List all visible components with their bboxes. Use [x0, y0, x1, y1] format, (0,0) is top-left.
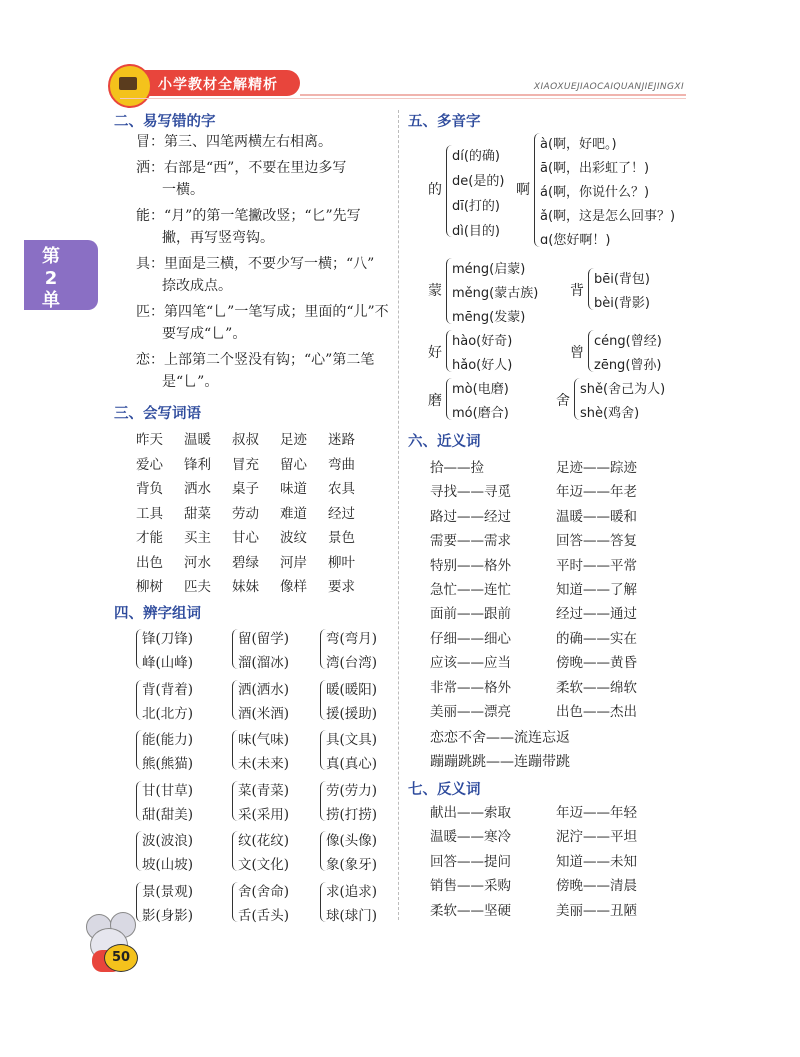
pinyin-item: měng(蒙古族): [452, 286, 539, 301]
miswritten-notes: [136, 131, 389, 393]
word-item: 留心: [280, 456, 307, 473]
word-item: 像样: [280, 579, 307, 595]
word-item: 迷路: [328, 432, 355, 448]
word-item: 桌子: [232, 481, 259, 497]
word-item: 河岸: [280, 554, 307, 571]
antonym-pair: 柔软——坚硬: [430, 902, 511, 919]
note-line: 要写成“乚”。: [162, 326, 247, 342]
pinyin-item: à(啊，好吧。): [540, 137, 617, 152]
distinguish-item: 真(真心): [326, 756, 378, 772]
synonym-pair: 经过——通过: [556, 606, 637, 623]
word-item: 经过: [328, 505, 355, 522]
note-line: 是“乚”。: [162, 374, 219, 390]
synonym-pair: 出色——杰出: [556, 704, 637, 720]
distinguish-item: 熊(熊猫): [142, 756, 194, 772]
header-title: 小学教材全解精析: [158, 77, 278, 93]
word-item: 甘心: [232, 530, 259, 546]
word-item: 冒充: [232, 456, 259, 473]
distinguish-item: 纹(花纹): [238, 833, 290, 849]
pinyin-item: céng(曾经): [594, 334, 662, 349]
synonym-pair: 路过——经过: [430, 508, 511, 525]
polyphonic-char-mo: 磨: [428, 393, 442, 409]
distinguish-item: 波(波浪): [142, 833, 194, 849]
distinguish-item: 锋(刀锋): [142, 631, 194, 647]
word-item: 弯曲: [328, 456, 355, 473]
synonym-pair: 足迹——踪迹: [556, 460, 637, 476]
pinyin-item: méng(启蒙): [452, 262, 526, 277]
distinguish-item: 文(文化): [238, 857, 290, 873]
polyphonic-char-zeng: 曾: [570, 345, 584, 361]
synonym-pair: 拾——捡: [430, 460, 484, 476]
antonym-pair: 回答——提问: [430, 853, 511, 870]
polyphonic-char-hao: 好: [428, 345, 442, 361]
word-item: 难道: [280, 505, 307, 522]
pinyin-item: mò(电磨): [452, 382, 509, 397]
distinguish-item: 捞(打捞): [326, 806, 378, 823]
synonym-long: 蹦蹦跳跳——连蹦带跳: [430, 754, 570, 770]
synonym-pair: 的确——实在: [556, 630, 637, 647]
distinguish-item: 溜(溜冰): [238, 655, 290, 671]
pinyin-item: ǎ(啊，这是怎么回事？): [540, 209, 676, 224]
synonym-pair: 温暖——暖和: [556, 508, 637, 525]
word-item: 洒水: [184, 481, 211, 497]
word-item: 柳树: [136, 579, 163, 595]
pinyin-item: mó(磨合): [452, 406, 509, 421]
synonym-pair: 傍晚——黄昏: [556, 655, 637, 672]
synonym-pair: 平时——平常: [556, 557, 637, 574]
synonym-pair: 柔软——绵软: [556, 679, 637, 696]
pinyin-item: dì(目的): [452, 224, 501, 239]
page-number: 50: [104, 944, 138, 972]
book-icon: [119, 77, 137, 90]
distinguish-item: 甜(甜美): [142, 806, 194, 823]
word-item: 农具: [328, 481, 355, 497]
note-line: 一横。: [162, 182, 204, 198]
header-rule: [300, 94, 686, 96]
synonym-pair: 应该——应当: [430, 655, 511, 672]
distinguish-item: 舌(舌头): [238, 907, 290, 924]
distinguish-item: 酒(米酒): [238, 705, 290, 722]
synonym-pair: 特别——格外: [430, 557, 511, 574]
synonym-pair: 急忙——连忙: [430, 582, 511, 598]
synonym-pair: 需要——需求: [430, 533, 511, 550]
distinguish-item: 菜(青菜): [238, 782, 290, 799]
polyphonic-char-she: 舍: [556, 393, 570, 409]
note-line: 冒：第三、四笔两横左右相离。: [136, 134, 332, 150]
word-item: 景色: [328, 530, 355, 546]
polyphonic-char-a: 啊: [516, 182, 530, 198]
pinyin-item: zēng(曾孙): [594, 358, 662, 373]
word-item: 足迹: [280, 432, 307, 448]
word-item: 柳叶: [328, 554, 355, 571]
pinyin-item: á(啊，你说什么？): [540, 185, 650, 200]
pinyin-item: hǎo(好人): [452, 358, 513, 373]
word-item: 波纹: [280, 530, 307, 546]
distinguish-item: 洒(洒水): [238, 681, 290, 698]
synonym-pair: 非常——格外: [430, 679, 511, 696]
synonym-pair: 美丽——漂亮: [430, 704, 511, 720]
note-line: 匹：第四笔“乚”一笔写成；里面的“儿”不: [136, 304, 389, 320]
pinyin-item: mēng(发蒙): [452, 310, 526, 325]
section-title-distinguish-characters: 四、辨字组词: [114, 606, 201, 622]
word-item: 出色: [136, 554, 163, 571]
synonym-long: 恋恋不舍——流连忘返: [430, 730, 570, 746]
distinguish-item: 暖(暖阳): [326, 681, 378, 698]
synonym-pair: 面前——跟前: [430, 606, 511, 623]
distinguish-item: 景(景观): [142, 883, 194, 900]
distinguish-item: 峰(山峰): [142, 655, 194, 671]
antonym-pair: 知道——未知: [556, 853, 637, 870]
pinyin-item: shè(鸡舍): [580, 406, 640, 421]
pinyin-item: ā(啊，出彩虹了！): [540, 161, 650, 176]
distinguish-item: 影(身影): [142, 907, 194, 924]
word-item: 买主: [184, 530, 211, 546]
unit-tab-label: 第2单元: [42, 246, 60, 333]
distinguish-item: 北(北方): [142, 705, 194, 722]
header-rule-thin: [120, 98, 686, 99]
distinguish-item: 未(未来): [238, 756, 290, 772]
distinguish-item: 留(留学): [238, 631, 290, 647]
pinyin-item: dī(打的): [452, 199, 501, 214]
distinguish-item: 求(追求): [326, 883, 378, 900]
antonym-pair: 献出——索取: [430, 805, 511, 821]
note-line: 具：里面是三横，不要少写一横；“八”: [136, 256, 375, 272]
section-title-words-to-write: 三、会写词语: [114, 406, 201, 422]
synonym-pair: 回答——答复: [556, 533, 637, 550]
distinguish-item: 弯(弯月): [326, 631, 378, 647]
word-item: 工具: [136, 505, 163, 522]
word-item: 叔叔: [232, 432, 259, 448]
section-title-antonyms: 七、反义词: [408, 782, 481, 798]
word-item: 要求: [328, 579, 355, 595]
pinyin-item: bèi(背影): [594, 296, 651, 311]
word-item: 味道: [280, 481, 307, 497]
antonym-pair: 美丽——丑陋: [556, 902, 637, 919]
word-item: 才能: [136, 530, 163, 546]
distinguish-item: 甘(甘草): [142, 782, 194, 799]
word-item: 妹妹: [232, 579, 259, 595]
note-line: 能：“月”的第一笔撇改竖；“匕”先写: [136, 208, 361, 224]
distinguish-item: 舍(舍命): [238, 883, 290, 900]
distinguish-item: 援(援助): [326, 705, 378, 722]
section-title-polyphonic: 五、多音字: [408, 114, 481, 130]
distinguish-item: 劳(劳力): [326, 782, 378, 799]
pinyin-item: dí(的确): [452, 149, 501, 164]
pinyin-item: ɑ(您好啊！): [540, 233, 611, 248]
synonym-pair: 仔细——细心: [430, 630, 511, 647]
distinguish-item: 采(采用): [238, 806, 290, 823]
synonym-pair: 寻找——寻觅: [430, 484, 511, 501]
word-item: 温暖: [184, 432, 211, 448]
pinyin-item: hào(好奇): [452, 334, 513, 349]
header-pinyin-title: XIAOXUEJIAOCAIQUANJIEJINGXI: [533, 82, 684, 92]
word-item: 河水: [184, 554, 211, 571]
synonym-pair: 年迈——年老: [556, 484, 637, 501]
word-item: 劳动: [232, 505, 259, 522]
antonym-pair: 温暖——寒冷: [430, 829, 511, 846]
note-line: 撇，再写竖弯钩。: [162, 230, 274, 246]
antonym-pair: 泥泞——平坦: [556, 829, 637, 846]
distinguish-item: 湾(台湾): [326, 655, 378, 671]
distinguish-item: 坡(山坡): [142, 857, 194, 873]
distinguish-item: 味(气味): [238, 732, 290, 748]
distinguish-item: 球(球门): [326, 907, 378, 924]
word-item: 背负: [136, 481, 163, 497]
antonym-pair: 销售——采购: [430, 878, 511, 895]
word-item: 匹夫: [184, 579, 211, 595]
distinguish-item: 背(背着): [142, 681, 194, 698]
polyphonic-char-meng: 蒙: [428, 283, 442, 299]
note-line: 捺改成点。: [162, 278, 232, 294]
word-item: 昨天: [136, 432, 163, 448]
distinguish-item: 具(文具): [326, 732, 378, 748]
note-line: 洒：右部是“西”，不要在里边多写: [136, 160, 347, 176]
polyphonic-char-bei: 背: [570, 283, 584, 299]
column-divider: [398, 110, 399, 920]
antonym-pair: 年迈——年轻: [556, 805, 637, 821]
note-line: 恋：上部第二个竖没有钩；“心”第二笔: [136, 352, 375, 368]
distinguish-item: 能(能力): [142, 732, 194, 748]
word-item: 甜菜: [184, 505, 211, 522]
section-title-synonyms: 六、近义词: [408, 434, 481, 450]
pinyin-item: bēi(背包): [594, 272, 651, 287]
distinguish-item: 象(象牙): [326, 857, 378, 873]
pinyin-item: shě(舍己为人): [580, 382, 666, 397]
pinyin-item: de(是的): [452, 174, 505, 189]
polyphonic-char-de: 的: [428, 182, 442, 198]
antonym-pair: 傍晚——清晨: [556, 878, 637, 895]
word-item: 碧绿: [232, 554, 259, 571]
distinguish-item: 像(头像): [326, 833, 378, 849]
synonym-pair: 知道——了解: [556, 582, 637, 598]
section-title-commonly-miswritten: 二、易写错的字: [114, 114, 216, 130]
word-item: 爱心: [136, 456, 163, 473]
word-item: 锋利: [184, 456, 211, 473]
